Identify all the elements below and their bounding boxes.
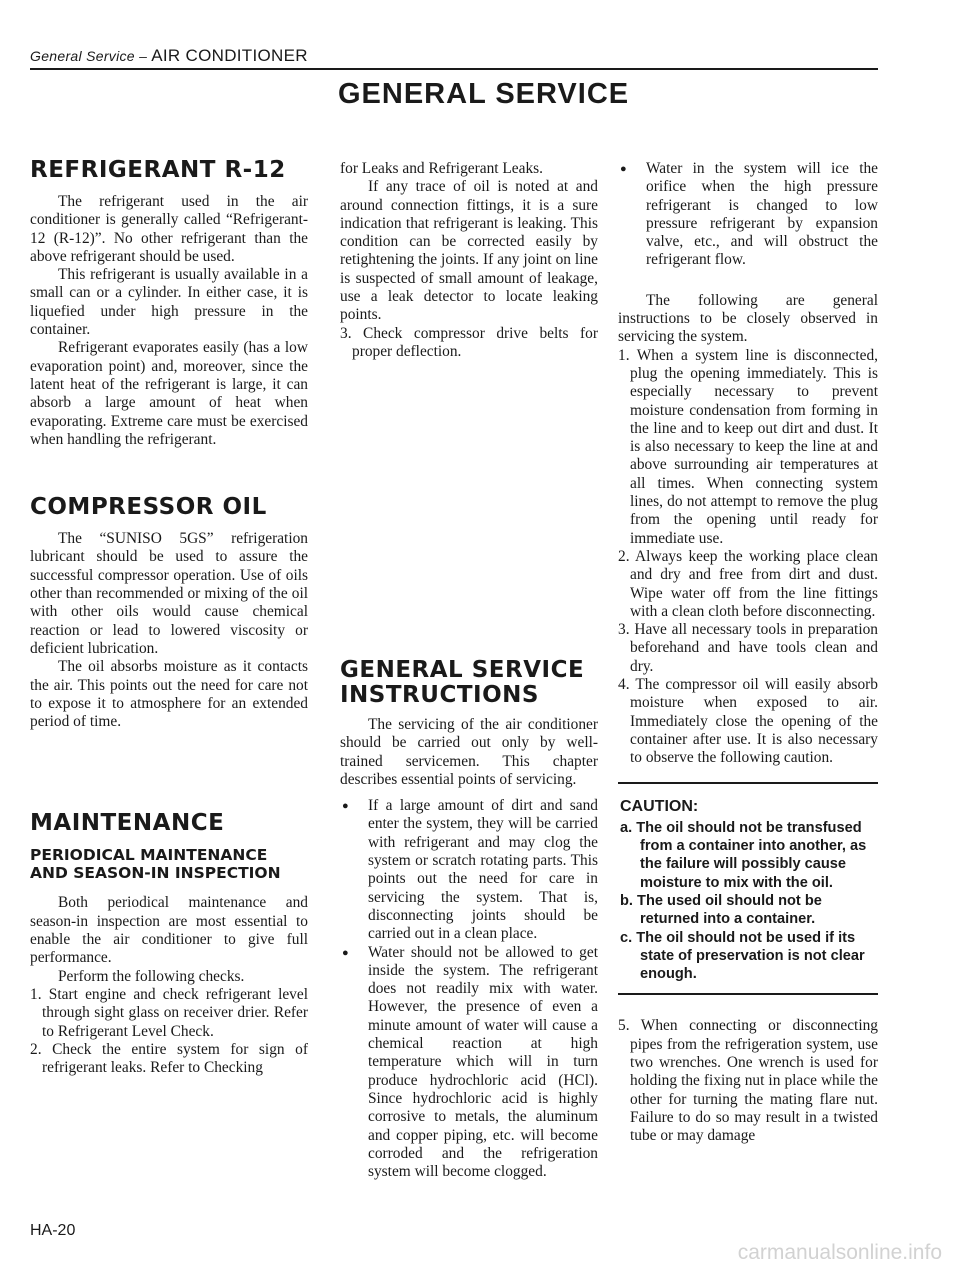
header-service-label: General Service – (30, 48, 148, 64)
paragraph: for Leaks and Refrigerant Leaks. (340, 160, 543, 177)
bullet-item: ● Water in the system will ice the orifice when the high pressure refrigerant is changed to low pressure refrigerant by expansion valve, etc., and will obstruct the refrigerant flow. (618, 160, 878, 270)
watermark: carmanualsonline.info (737, 1241, 942, 1264)
paragraph: The oil absorbs moisture as it contacts the air. This points out the need for care not to expose it to atmosphere for an extended period of time. (30, 658, 308, 731)
page-title: GENERAL SERVICE (338, 78, 630, 110)
numbered-item: 3. Have all necessary tools in preparation beforehand and have tools clean and dry. (618, 621, 878, 675)
caution-title: CAUTION: (620, 797, 699, 815)
paragraph: The following are general instructions to be closely observed in servicing the system. (618, 291, 878, 346)
heading-general-service-instructions: GENERAL SERVICE INSTRUCTIONS (340, 657, 585, 708)
caution-box (618, 782, 878, 996)
page-number: HA-20 (30, 1222, 76, 1239)
numbered-item: 1. Start engine and check refrigerant level through sight glass on receiver drier. Refer to Refrigerant Level Check. (30, 985, 308, 1040)
column-middle (340, 160, 598, 1181)
header-section-label: AIR CONDITIONER (151, 46, 308, 65)
heading-refrigerant: REFRIGERANT R-12 (30, 157, 286, 183)
running-header (30, 46, 308, 66)
paragraph: The “SUNISO 5GS” refrigeration lubricant should be used to assure the successful compressor operation. Use of oils other than recommended or mixing of the oil with other oils would cause chemical reaction or lead to lowered viscosity or deficient lubrication. (30, 530, 308, 657)
caution-item: c. The oil should not be used if its state of preservation is not clear enough. (620, 929, 865, 983)
header-rule (30, 68, 878, 70)
paragraph: The refrigerant used in the air conditioner is generally called “Refrigerant-12 (R-12)”. No other refrigerant than the above refrigerant should be used. (30, 193, 308, 265)
numbered-item: 5. When connecting or disconnecting pipes from the refrigeration system, use two wrenches. One wrench is used for holding the fixing nut in place while the other for turning the mating flare nut. Failure to do so may result in a twisted tube or may damage (618, 1017, 878, 1145)
paragraph: Perform the following checks. (58, 967, 245, 985)
caution-item: b. The used oil should not be returned into a container. (620, 892, 822, 928)
heading-compressor-oil: COMPRESSOR OIL (30, 494, 267, 521)
column-right (618, 160, 878, 1146)
paragraph: Refrigerant evaporates easily (has a low evaporation point) and, moreover, since the latent heat of the refrigerant is large, it can absorb a large amount of heat when evaporating. Extreme care must be exercised when handling the refrigerant. (30, 339, 308, 448)
bullet-item: ● If a large amount of dirt and sand enter the system, they will be carried with refrigerant and may clog the system or scratch rotating parts. This points out the need for care in servicing the system. That is, disconnecting joints should be carried out in a clean place. (340, 797, 598, 943)
heading-maintenance: MAINTENANCE (30, 810, 225, 837)
numbered-item: 4. The compressor oil will easily absorb moisture when exposed to air. Immediately close the opening of the container after use. It is also necessary to observe the following caution. (618, 676, 878, 767)
caution-item: a. The oil should not be transfused from a container into another, as the failure will possibly cause moisture to mix with the oil. (620, 819, 867, 891)
numbered-item: 2. Check the entire system for sign of refrigerant leaks. Refer to Checking (30, 1040, 308, 1077)
heading-periodical-maintenance: PERIODICAL MAINTENANCE AND SEASON-IN INSPECTION (30, 846, 281, 883)
paragraph: If any trace of oil is noted at and around connection fittings, it is a sure indication that refrigerant is leaking. This condition can be corrected easily by retightening the joints. If any joint on line is suspected of small amount of leakage, use a leak detector to locate leaking points. (340, 178, 598, 324)
paragraph: This refrigerant is usually available in a small can or a cylinder. In either case, it is liquefied under high pressure in the container. (30, 266, 308, 339)
column-left (30, 158, 308, 1077)
numbered-item: 3. Check compressor drive belts for proper deflection. (340, 324, 598, 360)
numbered-item: 1. When a system line is disconnected, plug the opening immediately. This is especially necessary to prevent moisture condensation from forming in the line and to keep out dirt and dust. It is also necessary to keep the line at and above surrounding air temperatures at all times. When connecting system lines, do not attempt to remove the plug from the opening until ready for immediate use. (618, 346, 878, 547)
paragraph: Both periodical maintenance and season-in inspection are most essential to enable the air conditioner to give full performance. (30, 894, 308, 967)
numbered-item: 2. Always keep the working place clean and dry and free from dirt and dust. Wipe water off from the line fittings with a clean cloth before disconnecting. (618, 547, 878, 620)
bullet-item: ● Water should not be allowed to get inside the system. The refrigerant does not readily mix with water. However, the presence of even a minute amount of water will cause a chemical reaction at high temperature which will in turn produce hydrochloric acid (HCl). Since hydrochloric acid is highly corrosive to metals, the aluminum and copper piping, etc. will become corroded and the refrigeration system will become clogged. (340, 944, 598, 1182)
paragraph: The servicing of the air conditioner should be carried out only by well-trained servicemen. This chapter describes essential points of servicing. (340, 716, 598, 788)
